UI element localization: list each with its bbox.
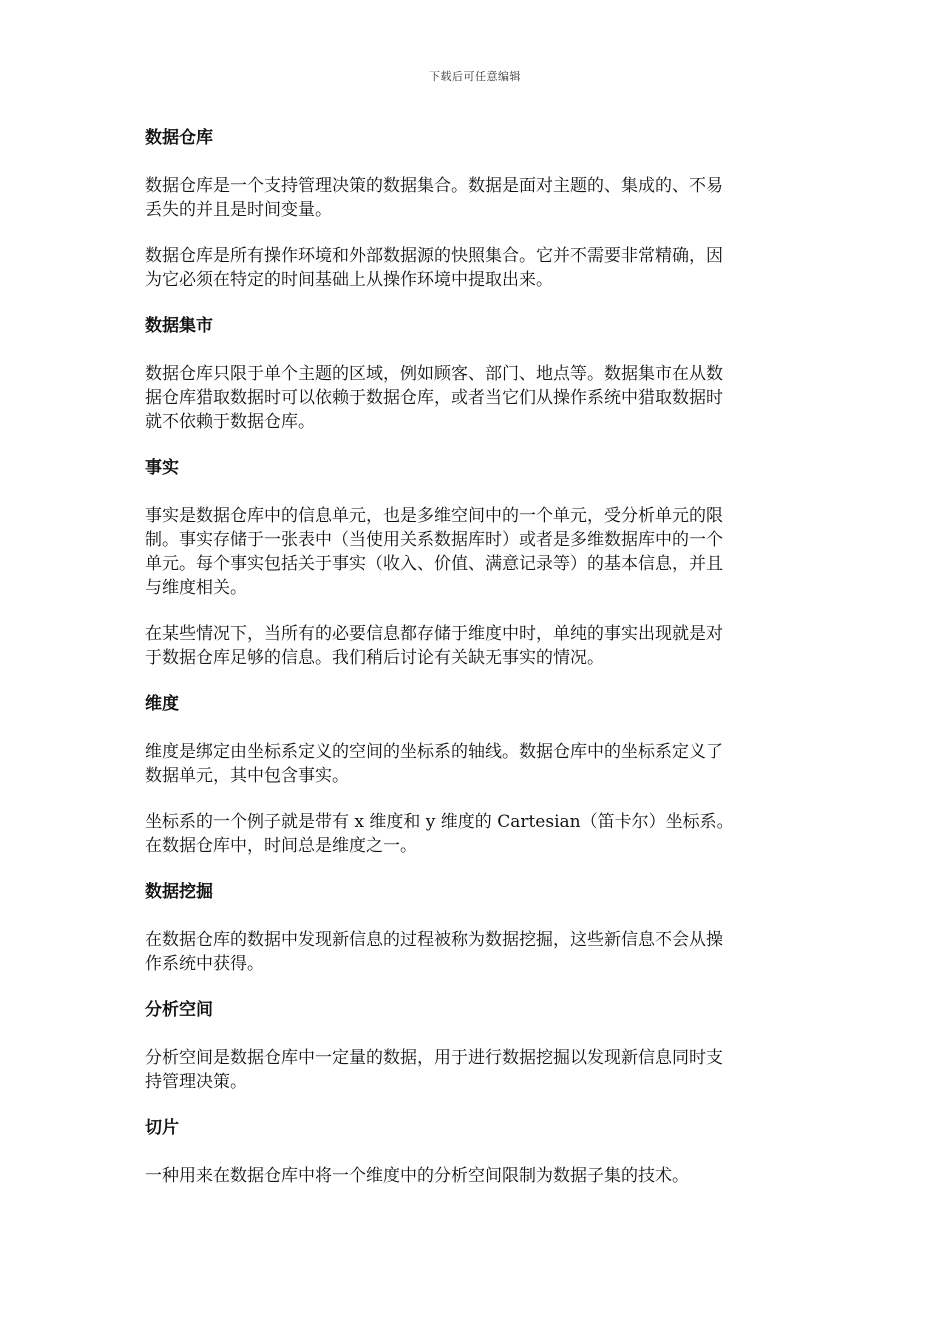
paragraph-line: 数据仓库是一个支持管理决策的数据集合。数据是面对主题的、集成的、不易	[145, 176, 723, 196]
section-title-data-mart: 数据集市	[145, 316, 213, 336]
paragraph-line: 据仓库猎取数据时可以依赖于数据仓库，或者当它们从操作系统中猎取数据时	[145, 388, 723, 408]
paragraph	[145, 810, 815, 858]
paragraph-line: 在某些情况下，当所有的必要信息都存储于维度中时，单纯的事实出现就是对	[145, 624, 723, 644]
paragraph-line: 维度是绑定由坐标系定义的空间的坐标系的轴线。数据仓库中的坐标系定义了	[145, 742, 723, 762]
paragraph-line: 为它必须在特定的时间基础上从操作环境中提取出来。	[145, 270, 553, 290]
page-header: 下载后可任意编辑	[429, 70, 521, 83]
paragraph-line: 制。事实存储于一张表中（当使用关系数据库时）或者是多维数据库中的一个	[145, 530, 723, 550]
paragraph	[145, 1046, 815, 1094]
paragraph-line: 事实是数据仓库中的信息单元，也是多维空间中的一个单元，受分析单元的限	[145, 506, 723, 526]
paragraph	[145, 244, 815, 292]
paragraph-line: 就不依赖于数据仓库。	[145, 412, 315, 432]
section-title-analysis-space: 分析空间	[145, 1000, 213, 1020]
paragraph	[145, 622, 815, 670]
paragraph	[145, 362, 815, 434]
paragraph-line: 数据仓库只限于单个主题的区域，例如顾客、部门、地点等。数据集市在从数	[145, 364, 723, 384]
paragraph-line: 数据单元，其中包含事实。	[145, 766, 349, 786]
document-body	[145, 126, 815, 1210]
paragraph-line: 作系统中获得。	[145, 954, 264, 974]
paragraph-line: 于数据仓库足够的信息。我们稍后讨论有关缺无事实的情况。	[145, 648, 604, 668]
paragraph-line: 在数据仓库的数据中发现新信息的过程被称为数据挖掘，这些新信息不会从操	[145, 930, 723, 950]
paragraph-line: 在数据仓库中，时间总是维度之一。	[145, 836, 417, 856]
paragraph	[145, 174, 815, 222]
paragraph-line: 与维度相关。	[145, 578, 247, 598]
paragraph-line: 单元。每个事实包括关于事实（收入、价值、满意记录等）的基本信息，并且	[145, 554, 723, 574]
paragraph-line: 坐标系的一个例子就是带有 x 维度和 y 维度的 Cartesian（笛卡尔）坐标系。	[145, 812, 734, 832]
section-title-fact: 事实	[145, 458, 179, 478]
section-title-data-warehouse: 数据仓库	[145, 128, 213, 148]
paragraph-line: 分析空间是数据仓库中一定量的数据，用于进行数据挖掘以发现新信息同时支	[145, 1048, 723, 1068]
paragraph-line: 一种用来在数据仓库中将一个维度中的分析空间限制为数据子集的技术。	[145, 1166, 689, 1186]
paragraph	[145, 928, 815, 976]
section-title-data-mining: 数据挖掘	[145, 882, 213, 902]
paragraph	[145, 740, 815, 788]
paragraph-line: 丢失的并且是时间变量。	[145, 200, 332, 220]
paragraph-line: 数据仓库是所有操作环境和外部数据源的快照集合。它并不需要非常精确，因	[145, 246, 723, 266]
section-title-dimension: 维度	[145, 694, 179, 714]
section-title-slice: 切片	[145, 1118, 179, 1138]
paragraph-line: 持管理决策。	[145, 1072, 247, 1092]
paragraph	[145, 504, 815, 600]
paragraph	[145, 1164, 815, 1188]
